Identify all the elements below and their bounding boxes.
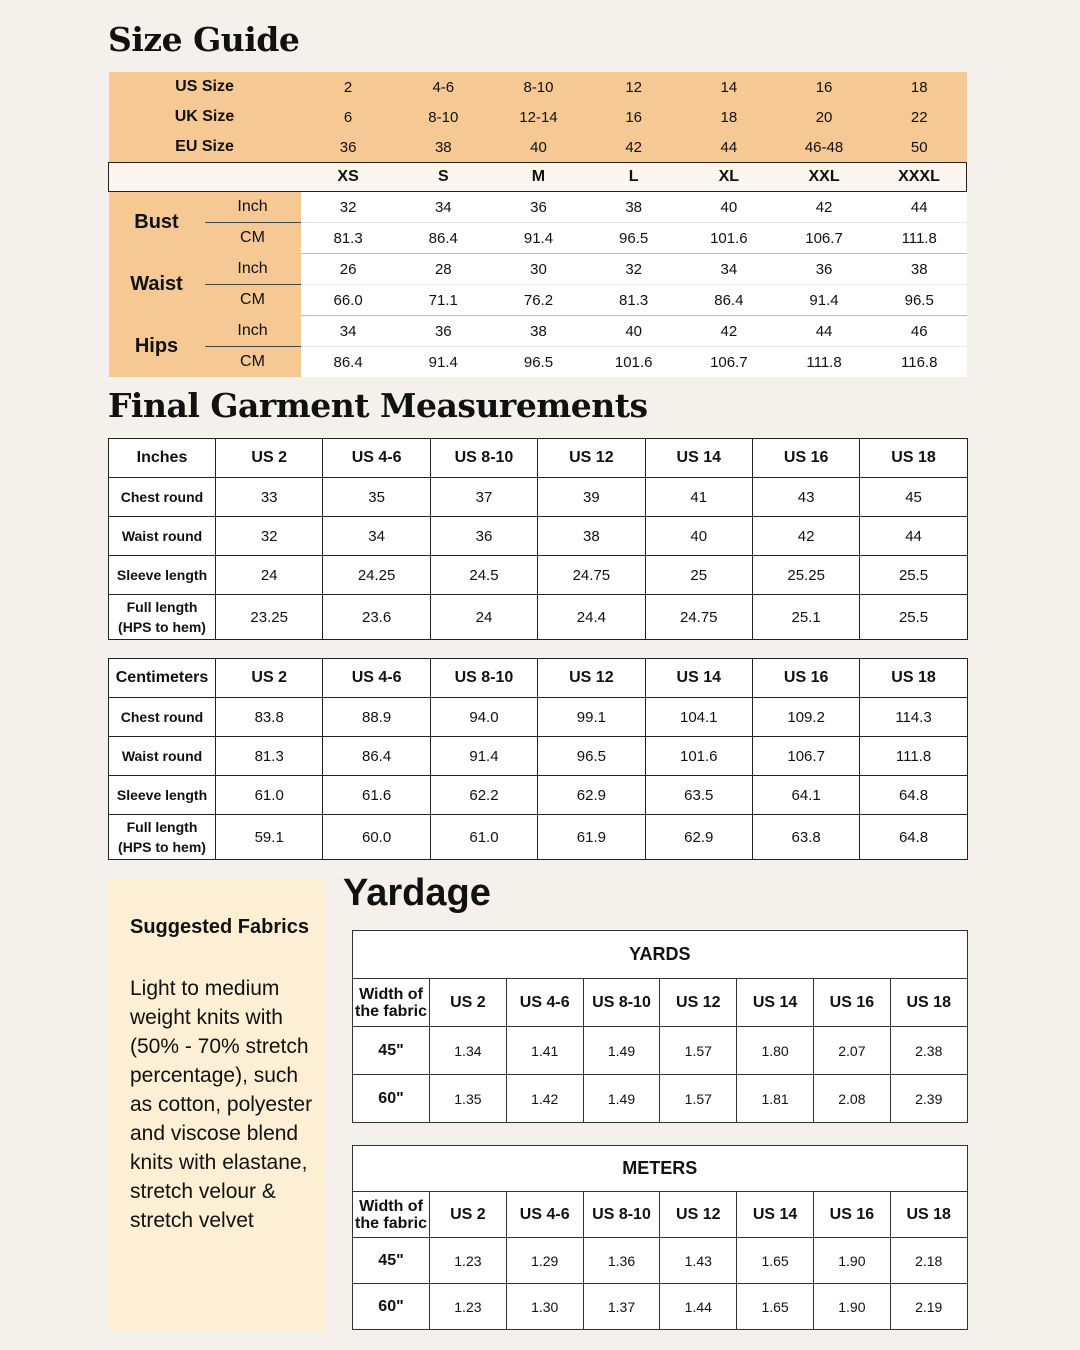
measurement-value: 96.5 — [491, 347, 586, 378]
width-label-line: Width of — [359, 1197, 423, 1215]
garment-value: 109.2 — [752, 698, 859, 737]
yardage-value: 1.23 — [430, 1238, 507, 1284]
letter-size-row — [109, 163, 967, 192]
garment-value: 25.1 — [752, 595, 859, 640]
width-label-line: the fabric — [354, 1002, 427, 1020]
garment-row-label — [109, 478, 216, 517]
garment-value: 88.9 — [323, 698, 430, 737]
measurement-value: 86.4 — [301, 347, 396, 378]
row-label-line: (HPS to hem) — [118, 619, 206, 635]
measurement-value: 28 — [396, 254, 491, 285]
size-column-header: US 2 — [216, 659, 323, 698]
size-column-header: US 12 — [660, 979, 737, 1027]
row-label-line: (HPS to hem) — [118, 839, 206, 855]
garment-row-label — [109, 815, 216, 860]
measurement-value: 116.8 — [872, 347, 967, 378]
unit-label: CM — [205, 285, 301, 316]
size-value: 40 — [491, 132, 586, 163]
measurement-value: 66.0 — [301, 285, 396, 316]
garment-title: Final Garment Measurements — [108, 386, 648, 425]
yardage-row — [353, 1075, 968, 1123]
yardage-value: 1.36 — [583, 1238, 660, 1284]
garment-value: 25 — [645, 556, 752, 595]
garment-value: 62.2 — [430, 776, 537, 815]
size-system-row — [109, 72, 967, 102]
measurement-value: 71.1 — [396, 285, 491, 316]
yardage-value: 1.29 — [506, 1238, 583, 1284]
letter-size: M — [491, 163, 586, 192]
size-value: 2 — [301, 72, 396, 102]
size-system-label: UK Size — [109, 102, 301, 132]
row-label-line: Full length — [126, 599, 198, 615]
measurement-value: 42 — [776, 192, 871, 223]
size-value: 8-10 — [491, 72, 586, 102]
row-label-line: Sleeve length — [116, 787, 208, 803]
yardage-header-row — [353, 979, 968, 1027]
size-column-header: US 2 — [430, 979, 507, 1027]
garment-value: 94.0 — [430, 698, 537, 737]
yardage-value: 1.44 — [660, 1284, 737, 1330]
garment-value: 33 — [216, 478, 323, 517]
measurement-value: 46 — [872, 316, 967, 347]
measurement-value: 86.4 — [396, 223, 491, 254]
fabric-width: 60" — [353, 1284, 430, 1330]
yardage-value: 2.19 — [890, 1284, 967, 1330]
garment-value: 25.5 — [860, 556, 967, 595]
yardage-caption-row — [353, 1146, 968, 1192]
measurement-value: 101.6 — [681, 223, 776, 254]
measurement-inch-row — [109, 254, 967, 285]
garment-value: 24 — [216, 556, 323, 595]
yardage-value: 1.49 — [583, 1027, 660, 1075]
size-system-row — [109, 132, 967, 163]
garment-value: 114.3 — [860, 698, 967, 737]
measurement-value: 44 — [776, 316, 871, 347]
size-value: 50 — [872, 132, 967, 163]
size-column-header: US 4-6 — [506, 979, 583, 1027]
garment-value: 39 — [538, 478, 645, 517]
measurement-inch-row — [109, 316, 967, 347]
yardage-value: 1.90 — [813, 1284, 890, 1330]
measurement-value: 38 — [872, 254, 967, 285]
garment-value: 96.5 — [538, 737, 645, 776]
letter-size: L — [586, 163, 681, 192]
garment-row-label — [109, 776, 216, 815]
garment-value: 101.6 — [645, 737, 752, 776]
garment-row — [109, 815, 968, 860]
garment-row — [109, 698, 968, 737]
size-column-header: US 14 — [737, 979, 814, 1027]
yardage-value: 1.35 — [430, 1075, 507, 1123]
garment-value: 24.75 — [538, 556, 645, 595]
garment-value: 43 — [752, 478, 859, 517]
garment-value: 36 — [430, 517, 537, 556]
width-label — [353, 1192, 430, 1238]
yardage-value: 1.43 — [660, 1238, 737, 1284]
garment-value: 99.1 — [538, 698, 645, 737]
garment-value: 64.8 — [860, 776, 967, 815]
size-column-header: US 18 — [890, 979, 967, 1027]
garment-row — [109, 737, 968, 776]
measurement-value: 96.5 — [586, 223, 681, 254]
yardage-value: 1.65 — [737, 1284, 814, 1330]
unit-label: Inch — [205, 192, 301, 223]
garment-value: 41 — [645, 478, 752, 517]
size-value: 8-10 — [396, 102, 491, 132]
garment-value: 61.9 — [538, 815, 645, 860]
measurement-value: 40 — [586, 316, 681, 347]
measurement-name: Hips — [109, 316, 205, 378]
measurement-value: 32 — [301, 192, 396, 223]
garment-value: 64.1 — [752, 776, 859, 815]
measurement-value: 86.4 — [681, 285, 776, 316]
measurement-value: 44 — [872, 192, 967, 223]
size-value: 20 — [776, 102, 871, 132]
size-column-header: US 4-6 — [506, 1192, 583, 1238]
garment-value: 106.7 — [752, 737, 859, 776]
size-value: 18 — [872, 72, 967, 102]
yardage-caption: YARDS — [353, 931, 968, 979]
garment-value: 24.5 — [430, 556, 537, 595]
width-label-line: Width of — [359, 985, 423, 1003]
row-label-line: Sleeve length — [116, 567, 208, 583]
row-label-line: Chest round — [120, 709, 204, 725]
size-column-header: US 8-10 — [583, 979, 660, 1027]
size-column-header: US 8-10 — [583, 1192, 660, 1238]
size-column-header: US 8-10 — [430, 659, 537, 698]
measurement-value: 106.7 — [776, 223, 871, 254]
measurement-value: 81.3 — [586, 285, 681, 316]
measurement-value: 76.2 — [491, 285, 586, 316]
size-value: 12 — [586, 72, 681, 102]
size-column-header: US 18 — [860, 439, 967, 478]
size-column-header: US 2 — [216, 439, 323, 478]
garment-value: 23.25 — [216, 595, 323, 640]
garment-value: 59.1 — [216, 815, 323, 860]
size-column-header: US 4-6 — [323, 659, 430, 698]
garment-value: 42 — [752, 517, 859, 556]
measurement-value: 40 — [681, 192, 776, 223]
size-value: 46-48 — [776, 132, 871, 163]
size-column-header: US 18 — [890, 1192, 967, 1238]
size-value: 44 — [681, 132, 776, 163]
garment-value: 104.1 — [645, 698, 752, 737]
garment-value: 61.6 — [323, 776, 430, 815]
size-column-header: US 12 — [660, 1192, 737, 1238]
size-system-label: EU Size — [109, 132, 301, 163]
measurement-value: 34 — [396, 192, 491, 223]
measurement-value: 26 — [301, 254, 396, 285]
yardage-value: 1.41 — [506, 1027, 583, 1075]
garment-value: 61.0 — [216, 776, 323, 815]
size-column-header: US 12 — [538, 659, 645, 698]
yardage-row — [353, 1238, 968, 1284]
yardage-value: 2.08 — [813, 1075, 890, 1123]
yardage-row — [353, 1027, 968, 1075]
unit-label: CM — [205, 223, 301, 254]
garment-inches-table — [108, 438, 968, 640]
row-label-line: Waist round — [121, 528, 203, 544]
garment-row-label — [109, 698, 216, 737]
measurement-value: 96.5 — [872, 285, 967, 316]
size-value: 12-14 — [491, 102, 586, 132]
measurement-value: 34 — [301, 316, 396, 347]
yardage-value: 1.81 — [737, 1075, 814, 1123]
size-column-header: US 4-6 — [323, 439, 430, 478]
yardage-value: 1.37 — [583, 1284, 660, 1330]
size-column-header: US 16 — [752, 659, 859, 698]
garment-row-label — [109, 556, 216, 595]
garment-value: 63.5 — [645, 776, 752, 815]
yardage-value: 1.42 — [506, 1075, 583, 1123]
unit-label: Inch — [205, 254, 301, 285]
measurement-cm-row — [109, 223, 967, 254]
row-label-line: Waist round — [121, 748, 203, 764]
garment-value: 24.4 — [538, 595, 645, 640]
garment-cm-table — [108, 658, 968, 860]
measurement-name: Bust — [109, 192, 205, 254]
size-value: 38 — [396, 132, 491, 163]
measurement-value: 32 — [586, 254, 681, 285]
yardage-caption-row — [353, 931, 968, 979]
measurement-value: 38 — [491, 316, 586, 347]
yardage-value: 2.07 — [813, 1027, 890, 1075]
yardage-caption: METERS — [353, 1146, 968, 1192]
measurement-value: 111.8 — [776, 347, 871, 378]
size-value: 42 — [586, 132, 681, 163]
garment-value: 60.0 — [323, 815, 430, 860]
letter-size: XS — [301, 163, 396, 192]
garment-value: 61.0 — [430, 815, 537, 860]
garment-row-label — [109, 737, 216, 776]
garment-value: 63.8 — [752, 815, 859, 860]
letter-size: S — [396, 163, 491, 192]
garment-value: 23.6 — [323, 595, 430, 640]
size-column-header: US 16 — [752, 439, 859, 478]
garment-row-label — [109, 517, 216, 556]
measurement-value: 42 — [681, 316, 776, 347]
garment-header-row — [109, 659, 968, 698]
measurement-value: 36 — [491, 192, 586, 223]
letter-size-corner — [109, 163, 301, 192]
unit-corner: Centimeters — [109, 659, 216, 698]
suggested-fabrics-title: Suggested Fabrics — [130, 916, 309, 938]
letter-size: XXXL — [872, 163, 967, 192]
letter-size: XXL — [776, 163, 871, 192]
garment-value: 32 — [216, 517, 323, 556]
yardage-value: 1.90 — [813, 1238, 890, 1284]
letter-size: XL — [681, 163, 776, 192]
size-column-header: US 14 — [645, 659, 752, 698]
size-guide-table — [108, 72, 967, 377]
unit-label: Inch — [205, 316, 301, 347]
suggested-fabrics-text: Light to medium weight knits with (50% - 70% stretch percentage), such as cotton, polyester and viscose blend knits with elastane, stretch velour & stretch velvet — [130, 977, 313, 1232]
garment-value: 24.75 — [645, 595, 752, 640]
measurement-name: Waist — [109, 254, 205, 316]
measurement-inch-row — [109, 192, 967, 223]
yardage-yards-table — [352, 930, 968, 1123]
garment-value: 25.25 — [752, 556, 859, 595]
garment-value: 45 — [860, 478, 967, 517]
size-column-header: US 18 — [860, 659, 967, 698]
size-value: 36 — [301, 132, 396, 163]
yardage-value: 2.38 — [890, 1027, 967, 1075]
measurement-value: 106.7 — [681, 347, 776, 378]
size-column-header: US 14 — [645, 439, 752, 478]
garment-row — [109, 517, 968, 556]
garment-value: 111.8 — [860, 737, 967, 776]
width-label — [353, 979, 430, 1027]
fabric-width: 45" — [353, 1027, 430, 1075]
measurement-value: 91.4 — [491, 223, 586, 254]
garment-value: 64.8 — [860, 815, 967, 860]
size-column-header: US 16 — [813, 979, 890, 1027]
size-value: 14 — [681, 72, 776, 102]
row-label-line: Full length — [126, 819, 198, 835]
measurement-value: 36 — [776, 254, 871, 285]
size-guide-title: Size Guide — [108, 20, 300, 59]
measurement-value: 36 — [396, 316, 491, 347]
yardage-value: 2.39 — [890, 1075, 967, 1123]
garment-value: 44 — [860, 517, 967, 556]
measurement-cm-row — [109, 285, 967, 316]
garment-value: 38 — [538, 517, 645, 556]
garment-value: 34 — [323, 517, 430, 556]
yardage-value: 1.30 — [506, 1284, 583, 1330]
garment-value: 37 — [430, 478, 537, 517]
measurement-value: 30 — [491, 254, 586, 285]
size-value: 6 — [301, 102, 396, 132]
garment-value: 83.8 — [216, 698, 323, 737]
measurement-value: 111.8 — [872, 223, 967, 254]
size-value: 16 — [776, 72, 871, 102]
size-system-row — [109, 102, 967, 132]
yardage-row — [353, 1284, 968, 1330]
fabric-width: 60" — [353, 1075, 430, 1123]
yardage-value: 1.23 — [430, 1284, 507, 1330]
yardage-value: 1.80 — [737, 1027, 814, 1075]
garment-value: 62.9 — [538, 776, 645, 815]
yardage-title: Yardage — [343, 872, 491, 914]
garment-value: 25.5 — [860, 595, 967, 640]
yardage-value: 1.34 — [430, 1027, 507, 1075]
garment-value: 86.4 — [323, 737, 430, 776]
yardage-value: 1.49 — [583, 1075, 660, 1123]
garment-value: 91.4 — [430, 737, 537, 776]
measurement-cm-row — [109, 347, 967, 378]
size-value: 4-6 — [396, 72, 491, 102]
size-column-header: US 16 — [813, 1192, 890, 1238]
garment-row — [109, 556, 968, 595]
garment-value: 62.9 — [645, 815, 752, 860]
measurement-value: 38 — [586, 192, 681, 223]
yardage-value: 1.57 — [660, 1027, 737, 1075]
yardage-value: 1.57 — [660, 1075, 737, 1123]
size-column-header: US 12 — [538, 439, 645, 478]
garment-value: 24 — [430, 595, 537, 640]
size-column-header: US 2 — [430, 1192, 507, 1238]
garment-value: 24.25 — [323, 556, 430, 595]
unit-corner: Inches — [109, 439, 216, 478]
yardage-meters-table — [352, 1145, 968, 1330]
fabric-width: 45" — [353, 1238, 430, 1284]
yardage-header-row — [353, 1192, 968, 1238]
garment-row — [109, 478, 968, 517]
size-value: 16 — [586, 102, 681, 132]
garment-row — [109, 776, 968, 815]
measurement-value: 81.3 — [301, 223, 396, 254]
size-system-label: US Size — [109, 72, 301, 102]
garment-row-label — [109, 595, 216, 640]
yardage-value: 2.18 — [890, 1238, 967, 1284]
measurement-value: 91.4 — [776, 285, 871, 316]
size-column-header: US 14 — [737, 1192, 814, 1238]
size-value: 18 — [681, 102, 776, 132]
width-label-line: the fabric — [354, 1214, 427, 1232]
unit-label: CM — [205, 347, 301, 378]
yardage-value: 1.65 — [737, 1238, 814, 1284]
size-value: 22 — [872, 102, 967, 132]
size-column-header: US 8-10 — [430, 439, 537, 478]
measurement-value: 101.6 — [586, 347, 681, 378]
row-label-line: Chest round — [120, 489, 204, 505]
garment-value: 35 — [323, 478, 430, 517]
garment-value: 81.3 — [216, 737, 323, 776]
garment-value: 40 — [645, 517, 752, 556]
measurement-value: 91.4 — [396, 347, 491, 378]
garment-row — [109, 595, 968, 640]
garment-header-row — [109, 439, 968, 478]
measurement-value: 34 — [681, 254, 776, 285]
